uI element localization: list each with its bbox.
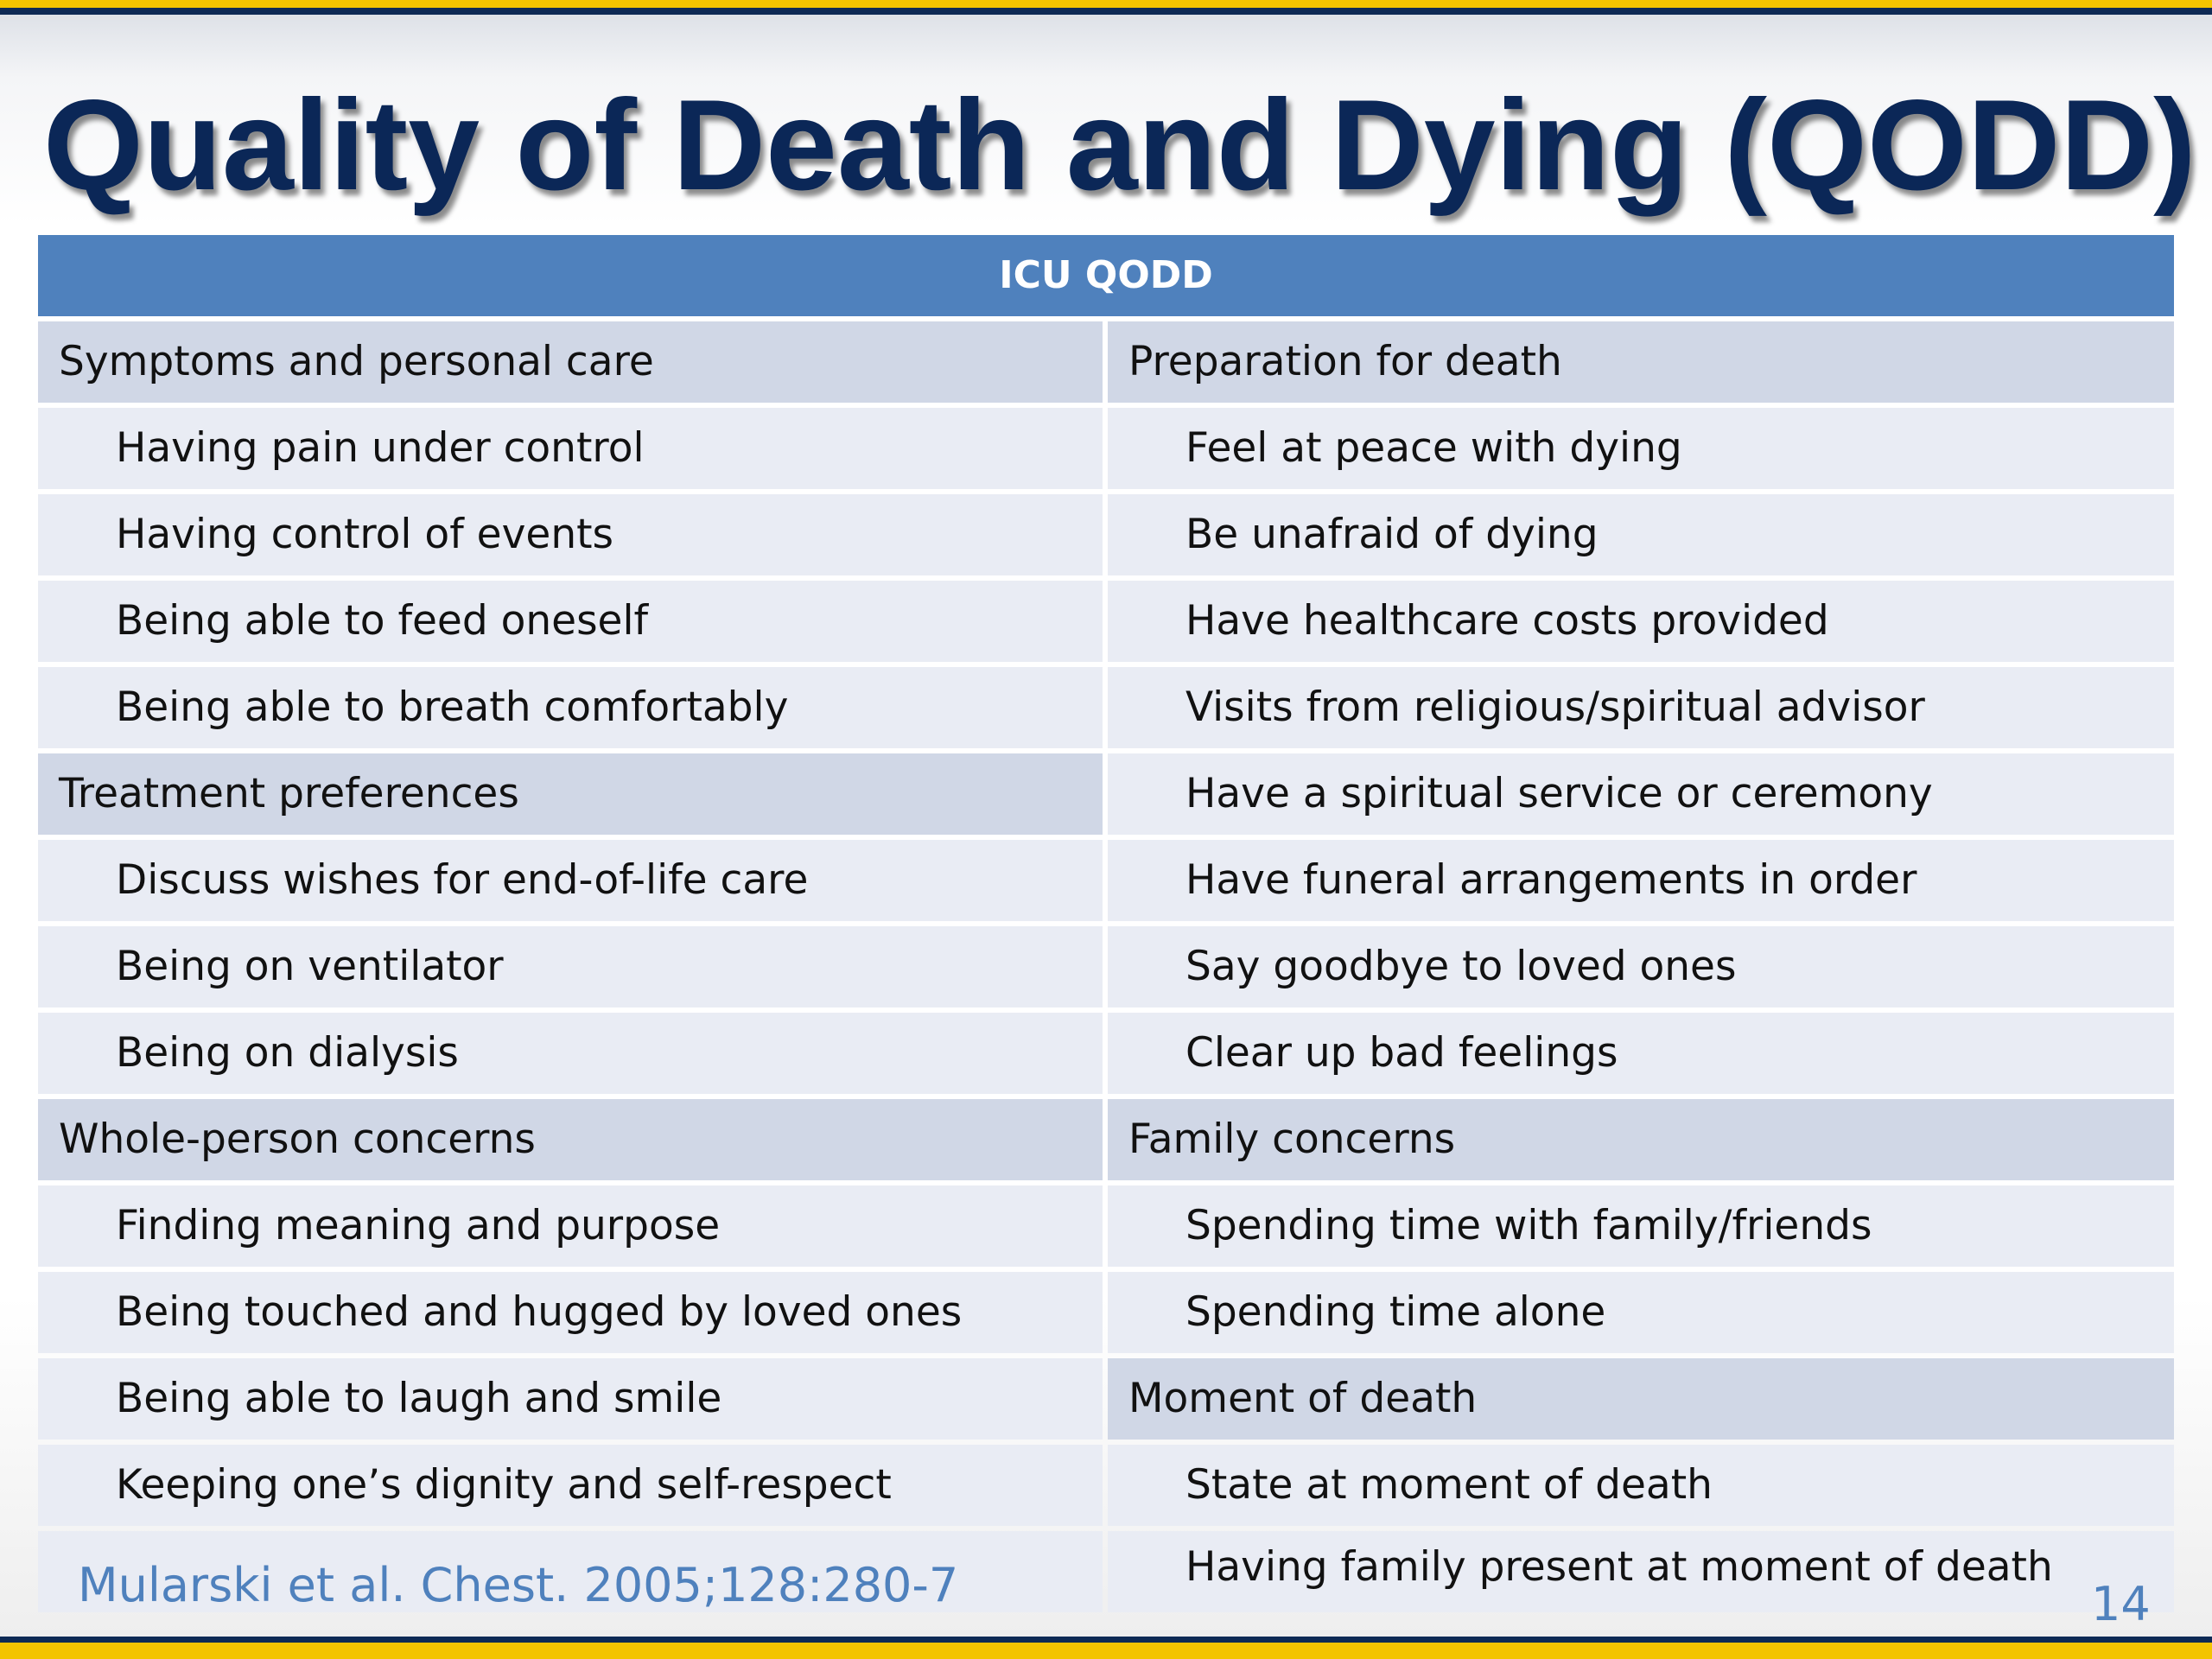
table-row: Being touched and hugged by loved ones: [38, 1272, 1103, 1353]
table-row: Having family present at moment of death: [1108, 1531, 2174, 1612]
table-row: Have funeral arrangements in order: [1108, 840, 2174, 921]
table-category-row: Symptoms and personal care: [38, 321, 1103, 403]
top-gold-rule: [0, 0, 2212, 8]
table-category-row: Moment of death: [1108, 1358, 2174, 1440]
table-row: Have healthcare costs provided: [1108, 581, 2174, 662]
table-category-row: Preparation for death: [1108, 321, 2174, 403]
table-category-row: Treatment preferences: [38, 753, 1103, 835]
table-row: Clear up bad feelings: [1108, 1013, 2174, 1094]
table-row: Discuss wishes for end-of-life care: [38, 840, 1103, 921]
table-row: Feel at peace with dying: [1108, 408, 2174, 489]
table-row: Being able to breath comfortably: [38, 667, 1103, 748]
table-row: Spending time with family/friends: [1108, 1185, 2174, 1267]
table-row: State at moment of death: [1108, 1445, 2174, 1526]
table-row: Finding meaning and purpose: [38, 1185, 1103, 1267]
table-row: Be unafraid of dying: [1108, 494, 2174, 575]
table-category-row: Family concerns: [1108, 1099, 2174, 1180]
table-row: Spending time alone: [1108, 1272, 2174, 1353]
table-row: Visits from religious/spiritual advisor: [1108, 667, 2174, 748]
citation: Mularski et al. Chest. 2005;128:280-7: [78, 1558, 959, 1612]
table-row: Have a spiritual service or ceremony: [1108, 753, 2174, 835]
table-row: Having pain under control: [38, 408, 1103, 489]
table-row: Being able to laugh and smile: [38, 1358, 1103, 1440]
bottom-navy-rule: [0, 1637, 2212, 1643]
table-header: ICU QODD: [38, 235, 2174, 316]
slide-title: Quality of Death and Dying (QODD): [43, 73, 2196, 217]
bottom-gold-rule: [0, 1643, 2212, 1659]
table-row: Being on dialysis: [38, 1013, 1103, 1094]
table-row: Being able to feed oneself: [38, 581, 1103, 662]
qodd-table: [38, 235, 2174, 1618]
page-number: 14: [2091, 1577, 2151, 1631]
top-navy-rule: [0, 8, 2212, 15]
table-category-row: Whole-person concerns: [38, 1099, 1103, 1180]
table-row: Being on ventilator: [38, 926, 1103, 1007]
table-row: Say goodbye to loved ones: [1108, 926, 2174, 1007]
table-row: Keeping one’s dignity and self-respect: [38, 1445, 1103, 1526]
table-row: Having control of events: [38, 494, 1103, 575]
